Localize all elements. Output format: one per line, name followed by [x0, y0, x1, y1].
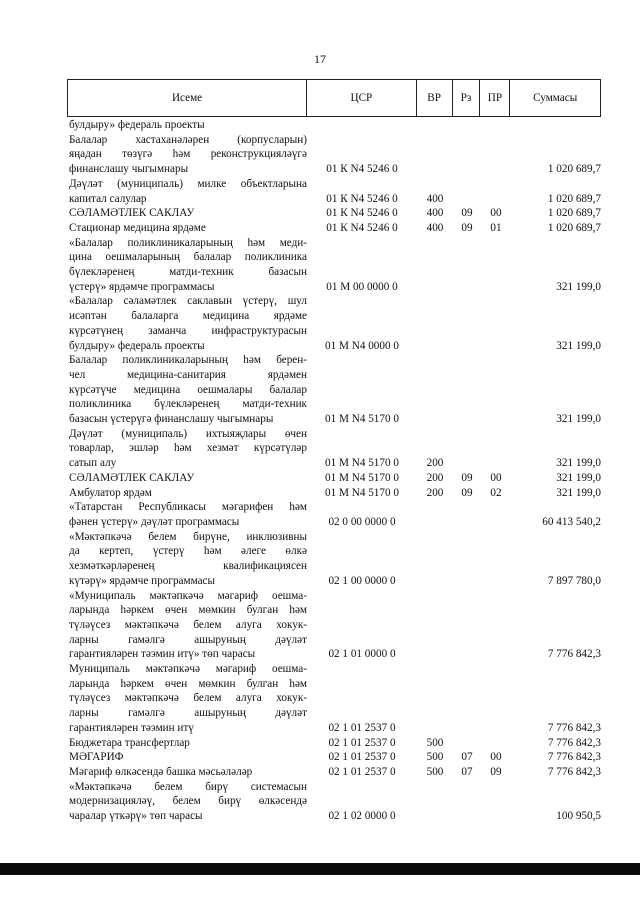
row-name-line: булдыру» федераль проекты	[69, 339, 205, 352]
table-row	[67, 780, 601, 824]
row-vr: 200	[426, 486, 444, 499]
row-name-line: Дәүләт (муниципаль) милке объектларына	[69, 177, 307, 190]
row-name-line: СӘЛАМӘТЛЕК САКЛАУ	[69, 207, 195, 220]
row-csr: 02 1 01 2537 0	[328, 736, 396, 749]
row-sum: 1 020 689,7	[547, 192, 601, 205]
table-header	[67, 79, 601, 117]
table-row	[67, 427, 601, 471]
row-name-line: түләүсез мәктәпкәчә белем алуга хокук-	[69, 692, 307, 705]
row-vr: 400	[426, 192, 444, 205]
row-sum: 7 776 842,3	[547, 765, 601, 778]
row-sum: 321 199,0	[556, 486, 601, 499]
row-sum: 60 413 540,2	[542, 515, 601, 528]
table-row	[67, 750, 601, 765]
row-sum: 321 199,0	[556, 413, 601, 426]
row-name-line: үстерү» ярдәмче программасы	[69, 280, 215, 293]
row-csr: 01 К N4 5246 0	[326, 163, 398, 176]
row-name	[67, 221, 307, 236]
row-name-line: базасын үстерүгә финанслашу чыгымнары	[69, 413, 274, 426]
table-row	[67, 294, 601, 353]
row-name-line: Балалар хастаханәләрен (корпусларын)	[69, 133, 307, 146]
row-csr: 01 М N4 5170 0	[325, 413, 399, 426]
row-sum: 321 199,0	[556, 457, 601, 470]
row-csr: 02 1 02 0000 0	[328, 810, 396, 823]
row-pr: 09	[490, 765, 502, 778]
header-vr: ВР	[417, 80, 453, 116]
row-csr: 01 К N4 5246 0	[326, 192, 398, 205]
row-name-line: гарантияләрен тәэмин итү» төп чарасы	[69, 648, 256, 661]
row-name-line: булдыру» федераль проекты	[69, 119, 205, 131]
row-name	[67, 471, 307, 486]
budget-table	[67, 79, 601, 824]
header-name: Исеме	[68, 80, 307, 116]
table-row	[67, 133, 601, 177]
row-name-line: чел медицина-санитария ярдәмен	[69, 368, 307, 381]
row-name-line: финанслашу чыгымнары	[69, 163, 189, 176]
row-rz: 09	[461, 486, 473, 499]
header-rz: Рз	[453, 80, 481, 116]
table-row	[67, 765, 601, 780]
row-csr: 02 1 01 2537 0	[328, 721, 396, 734]
row-name-line: «Балалар сәламәтлек саклавын үстерү, шул	[69, 295, 307, 308]
row-csr: 02 1 01 0000 0	[328, 648, 396, 661]
row-rz: 09	[461, 471, 473, 484]
row-sum: 7 897 780,0	[547, 574, 601, 587]
header-sum: Суммасы	[533, 91, 578, 104]
row-name-line: ларны гамәлгә ашыруның дәүләт	[69, 707, 307, 720]
row-name	[67, 780, 307, 824]
row-name-line: бүлекләренең матди-техник базасын	[69, 266, 307, 279]
row-name	[67, 294, 307, 353]
row-vr: 500	[426, 765, 444, 778]
row-name-line: модернизацияләү, белем бирү өлкәсендә	[69, 795, 307, 808]
row-csr: 01 К N4 5246 0	[326, 221, 398, 234]
row-sum: 321 199,0	[556, 339, 601, 352]
header-pr: ПР	[480, 80, 510, 116]
row-vr: 400	[426, 207, 444, 220]
row-csr: 01 М N4 5170 0	[325, 457, 399, 470]
row-rz: 07	[461, 751, 473, 764]
row-sum: 7 776 842,3	[547, 736, 601, 749]
page-number: 17	[314, 52, 326, 66]
row-vr: 200	[426, 471, 444, 484]
row-name	[67, 353, 307, 427]
row-name-line: түләүсез мәктәпкәчә белем алуга хокук-	[69, 618, 307, 631]
table-row	[67, 118, 601, 133]
row-pr: 00	[490, 207, 502, 220]
row-name	[67, 177, 307, 206]
row-csr: 02 1 00 0000 0	[328, 574, 396, 587]
row-name-line: СӘЛАМӘТЛЕК САКЛАУ	[69, 471, 195, 484]
table-row	[67, 486, 601, 501]
row-csr: 02 1 01 2537 0	[328, 751, 396, 764]
table-row	[67, 530, 601, 589]
row-name	[67, 133, 307, 177]
row-name-line: Мәгариф өлкәсендә башка мәсьәләләр	[69, 765, 253, 778]
table-row	[67, 221, 601, 236]
row-pr: 02	[490, 486, 502, 499]
row-sum: 321 199,0	[556, 280, 601, 293]
row-name-line: «Мәктәпкәчә белем бирүне, инклюзивны	[69, 530, 307, 543]
header-csr: ЦСР	[307, 80, 417, 116]
table-row	[67, 236, 601, 295]
row-name-line: Балалар поликлиникаларының һәм берен-	[69, 354, 307, 367]
row-vr: 500	[426, 751, 444, 764]
row-name-line: Муниципаль мәктәпкәчә мәгариф оешма-	[69, 663, 307, 676]
row-pr: 00	[490, 751, 502, 764]
row-pr: 00	[490, 471, 502, 484]
row-name-line: күрсәтүнең заманча инфраструктурасын	[69, 324, 307, 337]
table-row	[67, 736, 601, 751]
row-name-line: Амбулатор ярдәм	[69, 486, 152, 499]
row-csr: 01 М N4 5170 0	[325, 486, 399, 499]
row-name-line: сатып алу	[69, 457, 117, 470]
row-name	[67, 765, 307, 780]
row-name-line: ларны гамәлгә ашыруның дәүләт	[69, 633, 307, 646]
row-name-line: исәптән балаларга медицина ярдәме	[69, 310, 307, 323]
row-name-line: Дәүләт (муниципаль) ихтыяҗлары өчен	[69, 427, 307, 440]
row-name-line: күтәрү» ярдәмче программасы	[69, 574, 216, 587]
row-csr: 01 М 00 0000 0	[326, 280, 398, 293]
row-name-line: ларында һәркем өчен мөмкин булган һәм	[69, 604, 307, 617]
row-name-line: «Мәктәпкәчә белем бирү системасын	[69, 780, 307, 793]
row-name-line: яңадан төзүгә һәм реконструкцияләүгә	[69, 148, 307, 161]
row-name-line: күрсәтүче медицина оешмалары балалар	[69, 383, 307, 396]
row-name-line: хезмәткәрләренең квалификациясен	[69, 560, 307, 573]
row-name	[67, 736, 307, 751]
row-name-line: Стационар медицина ярдәме	[69, 221, 206, 234]
row-name	[67, 427, 307, 471]
row-name-line: капитал салулар	[69, 192, 147, 205]
row-vr: 200	[426, 457, 444, 470]
row-name-line: да кертеп, үстерү һәм әлеге өлкә	[69, 545, 307, 558]
row-name	[67, 750, 307, 765]
row-rz: 09	[461, 221, 473, 234]
row-pr: 01	[490, 221, 502, 234]
row-name	[67, 236, 307, 295]
row-name-line: «Муниципаль мәктәпкәчә мәгариф оешма-	[69, 589, 307, 602]
row-sum: 7 776 842,3	[547, 721, 601, 734]
row-name	[67, 589, 307, 663]
row-vr: 400	[426, 221, 444, 234]
row-name-line: ларында һәркем өчен мөмкин булган һәм	[69, 677, 307, 690]
row-rz: 07	[461, 765, 473, 778]
row-name-line: «Татарстан Республикасы мәгарифен һәм	[69, 501, 307, 514]
row-csr: 01 М N4 0000 0	[325, 339, 399, 352]
row-name-line: чаралар үткәрү» төп чарасы	[69, 810, 203, 823]
table-row	[67, 471, 601, 486]
row-name-line: товарлар, эшләр һәм хезмәт күрсәтүләр	[69, 442, 307, 455]
row-name	[67, 206, 307, 221]
row-sum: 100 950,5	[556, 810, 601, 823]
row-sum: 1 020 689,7	[547, 163, 601, 176]
table-row	[67, 589, 601, 663]
row-sum: 1 020 689,7	[547, 207, 601, 220]
table-row	[67, 662, 601, 736]
row-vr: 500	[426, 736, 444, 749]
row-name	[67, 500, 307, 529]
row-name-line: фәнен үстерү» дәүләт программасы	[69, 515, 240, 528]
row-name-line: МӘГАРИФ	[69, 751, 124, 764]
row-csr: 02 1 01 2537 0	[328, 765, 396, 778]
row-name	[67, 530, 307, 589]
table-row	[67, 206, 601, 221]
table-row	[67, 353, 601, 427]
row-sum: 7 776 842,3	[547, 648, 601, 661]
table-row	[67, 500, 601, 529]
row-name	[67, 662, 307, 736]
row-name-line: цина оешмаларының балалар поликлиника	[69, 251, 307, 264]
row-csr: 01 М N4 5170 0	[325, 471, 399, 484]
table-body	[67, 117, 601, 824]
row-csr: 02 0 00 0000 0	[328, 515, 396, 528]
row-sum: 321 199,0	[556, 471, 601, 484]
row-sum: 7 776 842,3	[547, 751, 601, 764]
row-name-line: «Балалар поликлиникаларының һәм меди-	[69, 236, 307, 249]
row-name-line: поликлиника бүлекләренең матди-техник	[69, 398, 307, 411]
row-name	[67, 118, 307, 133]
row-rz: 09	[461, 207, 473, 220]
row-name-line: Бюджетара трансфертлар	[69, 736, 190, 749]
scan-edge-bar	[0, 863, 640, 875]
row-sum: 1 020 689,7	[547, 221, 601, 234]
row-csr: 01 К N4 5246 0	[326, 207, 398, 220]
table-row	[67, 177, 601, 206]
row-name	[67, 486, 307, 501]
row-name-line: гарантияләрен тәэмин итү	[69, 721, 194, 734]
